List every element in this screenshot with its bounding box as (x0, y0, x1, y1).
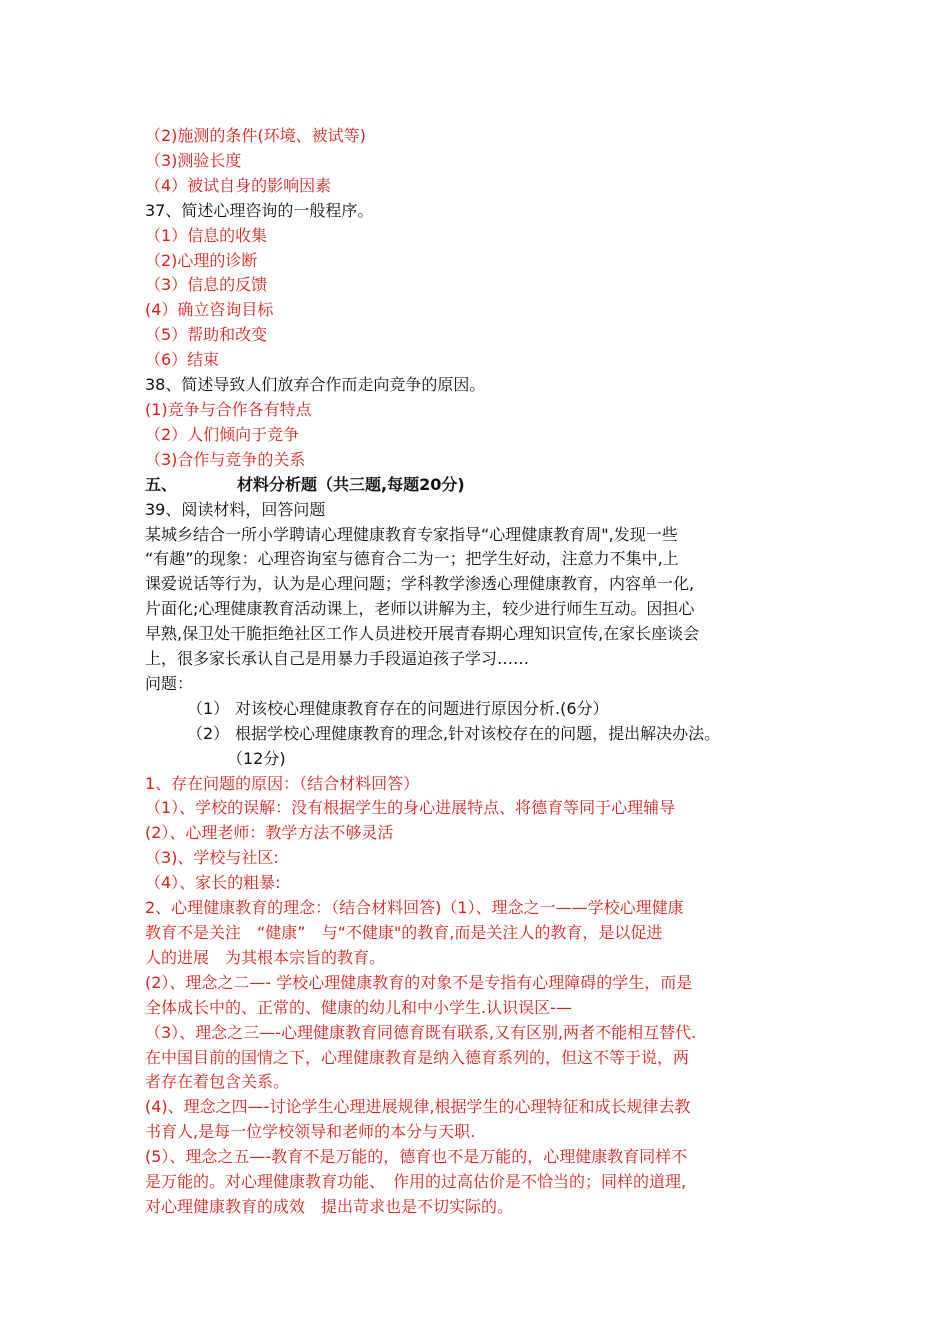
answer-line: (1)竞争与合作各有特点 (145, 399, 312, 419)
answer-line: 教育不是关注 “健康” 与“不健康"的教育,而是关注人的教育，是以促进 (145, 923, 663, 942)
answer-line: （5）帮助和改变 (145, 325, 268, 345)
answer-line: 对心理健康教育的成效 提出苛求也是不切实际的。 (145, 1196, 514, 1216)
answer-line: （2)心理的诊断 (145, 250, 258, 270)
document-body (145, 124, 825, 1220)
answer-line: （4）、家长的粗暴: (145, 873, 281, 893)
question-38: 38、简述导致人们放弃合作而走向竞争的原因。 (145, 375, 486, 395)
question-number: （1） (187, 698, 230, 718)
question-text: 对该校心理健康教育存在的问题进行原因分析.(6分） (235, 698, 609, 718)
question-item (145, 722, 825, 747)
answer-line: （3)合作与竞争的关系 (145, 449, 306, 469)
answer-line: (5）、理念之五—-教育不是万能的，德育也不是万能的，心理健康教育同样不 (145, 1147, 688, 1167)
question-item (145, 697, 825, 722)
answer-line: （3)、学校与社区: (145, 848, 279, 868)
answer-line: （3）信息的反馈 (145, 275, 268, 295)
question-list (145, 697, 825, 772)
question-score: （12分) (227, 748, 286, 768)
question-number: （2） (187, 723, 230, 743)
answer-line: （2）人们倾向于竞争 (145, 424, 300, 444)
answer-line: （1）、学校的误解：没有根据学生的身心进展特点、将德育等同于心理辅导 (145, 798, 676, 818)
answer-line: 2、心理健康教育的理念：（结合材料回答)（1）、理念之一——学校心理健康 (145, 898, 684, 918)
answer-line: （2)施测的条件(环境、被试等) (145, 126, 366, 145)
answer-line: 书育人,是每一位学校领导和老师的本分与天职. (145, 1122, 476, 1142)
question-label: 问题： (145, 673, 194, 693)
answer-line: 人的进展 为其根本宗旨的教育。 (145, 947, 386, 967)
section-heading (145, 473, 825, 498)
material-line: 早熟,保卫处干脆拒绝社区工作人员进校开展青春期心理知识宣传,在家长座谈会 (145, 624, 700, 644)
material-line: “有趣”的现象：心理咨询室与德育合二为一；把学生好动，注意力不集中,上 (145, 549, 679, 569)
question-39-title: 39、阅读材料，回答问题 (145, 499, 326, 519)
section-number: 五、 (145, 474, 178, 494)
material-line: 课爱说话等行为，认为是心理问题；学科教学渗透心理健康教育，内容单一化, (145, 574, 695, 594)
answer-line: (4）确立咨询目标 (145, 300, 274, 320)
answer-line: (2）、心理老师：教学方法不够灵活 (145, 823, 394, 843)
answer-line: （6）结束 (145, 350, 220, 370)
answer-line: (4)、理念之四—-讨论学生心理进展规律,根据学生的心理特征和成长规律去教 (145, 1097, 691, 1117)
answer-line: （3）、理念之三—-心理健康教育同德育既有联系,又有区别,两者不能相互替代. (145, 1022, 697, 1042)
material-line: 片面化;心理健康教育活动课上，老师以讲解为主，较少进行师生互动。因担心 (145, 599, 695, 619)
question-37: 37、简述心理咨询的一般程序。 (145, 200, 374, 220)
answer-line: 1、存在问题的原因：（结合材料回答） (145, 773, 420, 793)
answer-line: (2）、理念之二—- 学校心理健康教育的对象不是专指有心理障碍的学生，而是 (145, 972, 693, 992)
answer-line: 全体成长中的、正常的、健康的幼儿和中小学生.认识误区-— (145, 997, 572, 1017)
question-text: 根据学校心理健康教育的理念,针对该校存在的问题，提出解决办法。 (235, 723, 721, 743)
answer-line: （4）被试自身的影响因素 (145, 175, 332, 195)
material-line: 某城乡结合一所小学聘请心理健康教育专家指导“心理健康教育周",发现一些 (145, 524, 678, 544)
section-title: 材料分析题（共三题,每题20分) (237, 474, 465, 494)
material-line: 上，很多家长承认自己是用暴力手段逼迫孩子学习…… (145, 649, 530, 669)
answer-line: （3)测验长度 (145, 150, 242, 170)
answer-line: 者存在着包含关系。 (145, 1072, 290, 1092)
answer-line: （1）信息的收集 (145, 225, 268, 245)
answer-line: 在中国目前的国情之下，心理健康教育是纳入德育系列的，但这不等于说，两 (145, 1047, 690, 1067)
answer-line: 是万能的。对心理健康教育功能、 作用的过高估价是不恰当的；同样的道理, (145, 1172, 687, 1192)
